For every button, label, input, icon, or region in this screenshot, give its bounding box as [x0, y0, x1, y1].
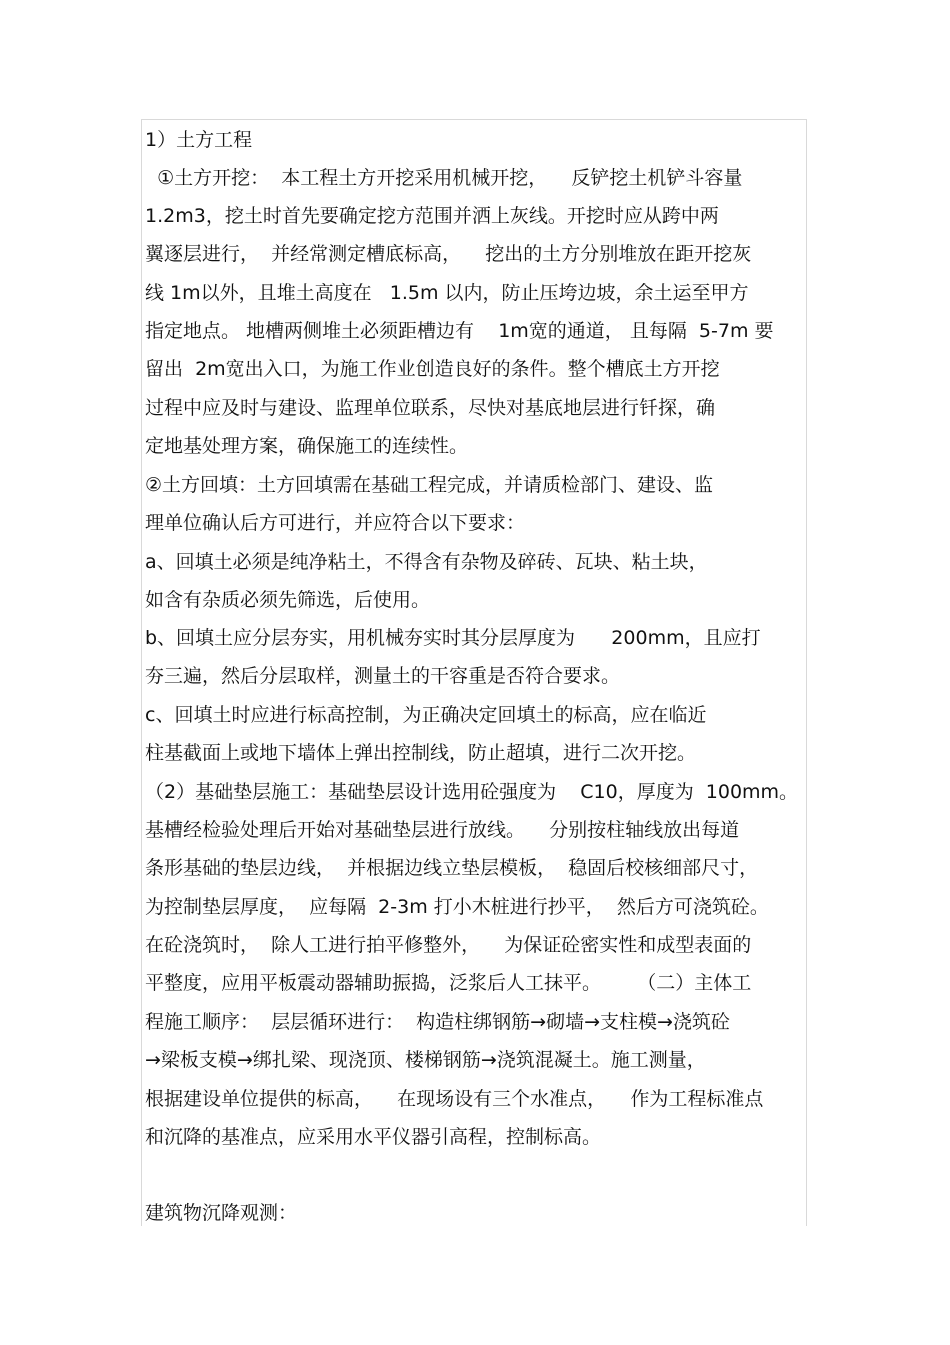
text-line: 线 1m以外，且堆土高度在 1.5m 以内，防止压垮边坡，余土运至甲方	[145, 282, 749, 304]
text-line: 翼逐层进行， 并经常测定槽底标高， 挖出的土方分别堆放在距开挖灰	[145, 243, 752, 265]
text-line: 夯三遍，然后分层取样，测量土的干容重是否符合要求。	[145, 665, 621, 687]
text-line: 定地基处理方案，确保施工的连续性。	[145, 435, 469, 457]
text-line: 如含有杂质必须先筛选，后使用。	[145, 589, 431, 611]
text-line: 指定地点。 地槽两侧堆土必须距槽边有 1m宽的通道， 且每隔 5-7m 要	[145, 320, 774, 342]
text-line: b、回填土应分层夯实，用机械夯实时其分层厚度为 200mm，且应打	[145, 627, 761, 649]
text-line: 平整度，应用平板震动器辅助振捣，泛浆后人工抹平。 （二）主体工	[145, 972, 752, 994]
section-heading-earthwork: 1）土方工程	[145, 129, 253, 151]
text-line: 和沉降的基准点，应采用水平仪器引高程，控制标高。	[145, 1126, 602, 1148]
text-line: ①土方开挖： 本工程土方开挖采用机械开挖， 反铲挖土机铲斗容量	[145, 167, 743, 189]
text-line: 柱基截面上或地下墙体上弹出控制线，防止超填，进行二次开挖。	[145, 742, 697, 764]
text-line: ②土方回填：土方回填需在基础工程完成，并请质检部门、建设、监	[145, 474, 714, 496]
text-line: 根据建设单位提供的标高， 在现场设有三个水准点， 作为工程标准点	[145, 1088, 764, 1110]
text-line: 留出 2m宽出入口，为施工作业创造良好的条件。整个槽底土方开挖	[145, 358, 720, 380]
text-line: 理单位确认后方可进行，并应符合以下要求：	[145, 512, 526, 534]
text-line: →梁板支模→绑扎梁、现浇顶、楼梯钢筋→浇筑混凝土。施工测量，	[145, 1049, 706, 1071]
text-line: a、回填土必须是纯净粘土，不得含有杂物及碎砖、瓦块、粘土块，	[145, 551, 708, 573]
text-line: 1.2m3，挖土时首先要确定挖方范围并洒上灰线。开挖时应从跨中两	[145, 205, 719, 227]
text-line: 程施工顺序： 层层循环进行： 构造柱绑钢筋→砌墙→支柱模→浇筑砼	[145, 1011, 730, 1033]
section-heading-settlement-observation: 建筑物沉降观测：	[145, 1202, 298, 1224]
text-line: 条形基础的垫层边线， 并根据边线立垫层模板， 稳固后校核细部尺寸，	[145, 857, 759, 879]
text-line: 为控制垫层厚度， 应每隔 2-3m 打小木桩进行抄平， 然后方可浇筑砼。	[145, 896, 769, 918]
text-line: 基槽经检验处理后开始对基础垫层进行放线。 分别按柱轴线放出每道	[145, 819, 740, 841]
section-heading-foundation-cushion: （2）基础垫层施工：基础垫层设计选用砼强度为 C10，厚度为 100mm。	[145, 781, 799, 803]
text-line: 在砼浇筑时， 除人工进行拍平修整外， 为保证砼密实性和成型表面的	[145, 934, 752, 956]
text-line: 过程中应及时与建设、监理单位联系，尽快对基底地层进行钎探，确	[145, 397, 716, 419]
text-line: c、回填土时应进行标高控制，为正确决定回填土的标高，应在临近	[145, 704, 707, 726]
